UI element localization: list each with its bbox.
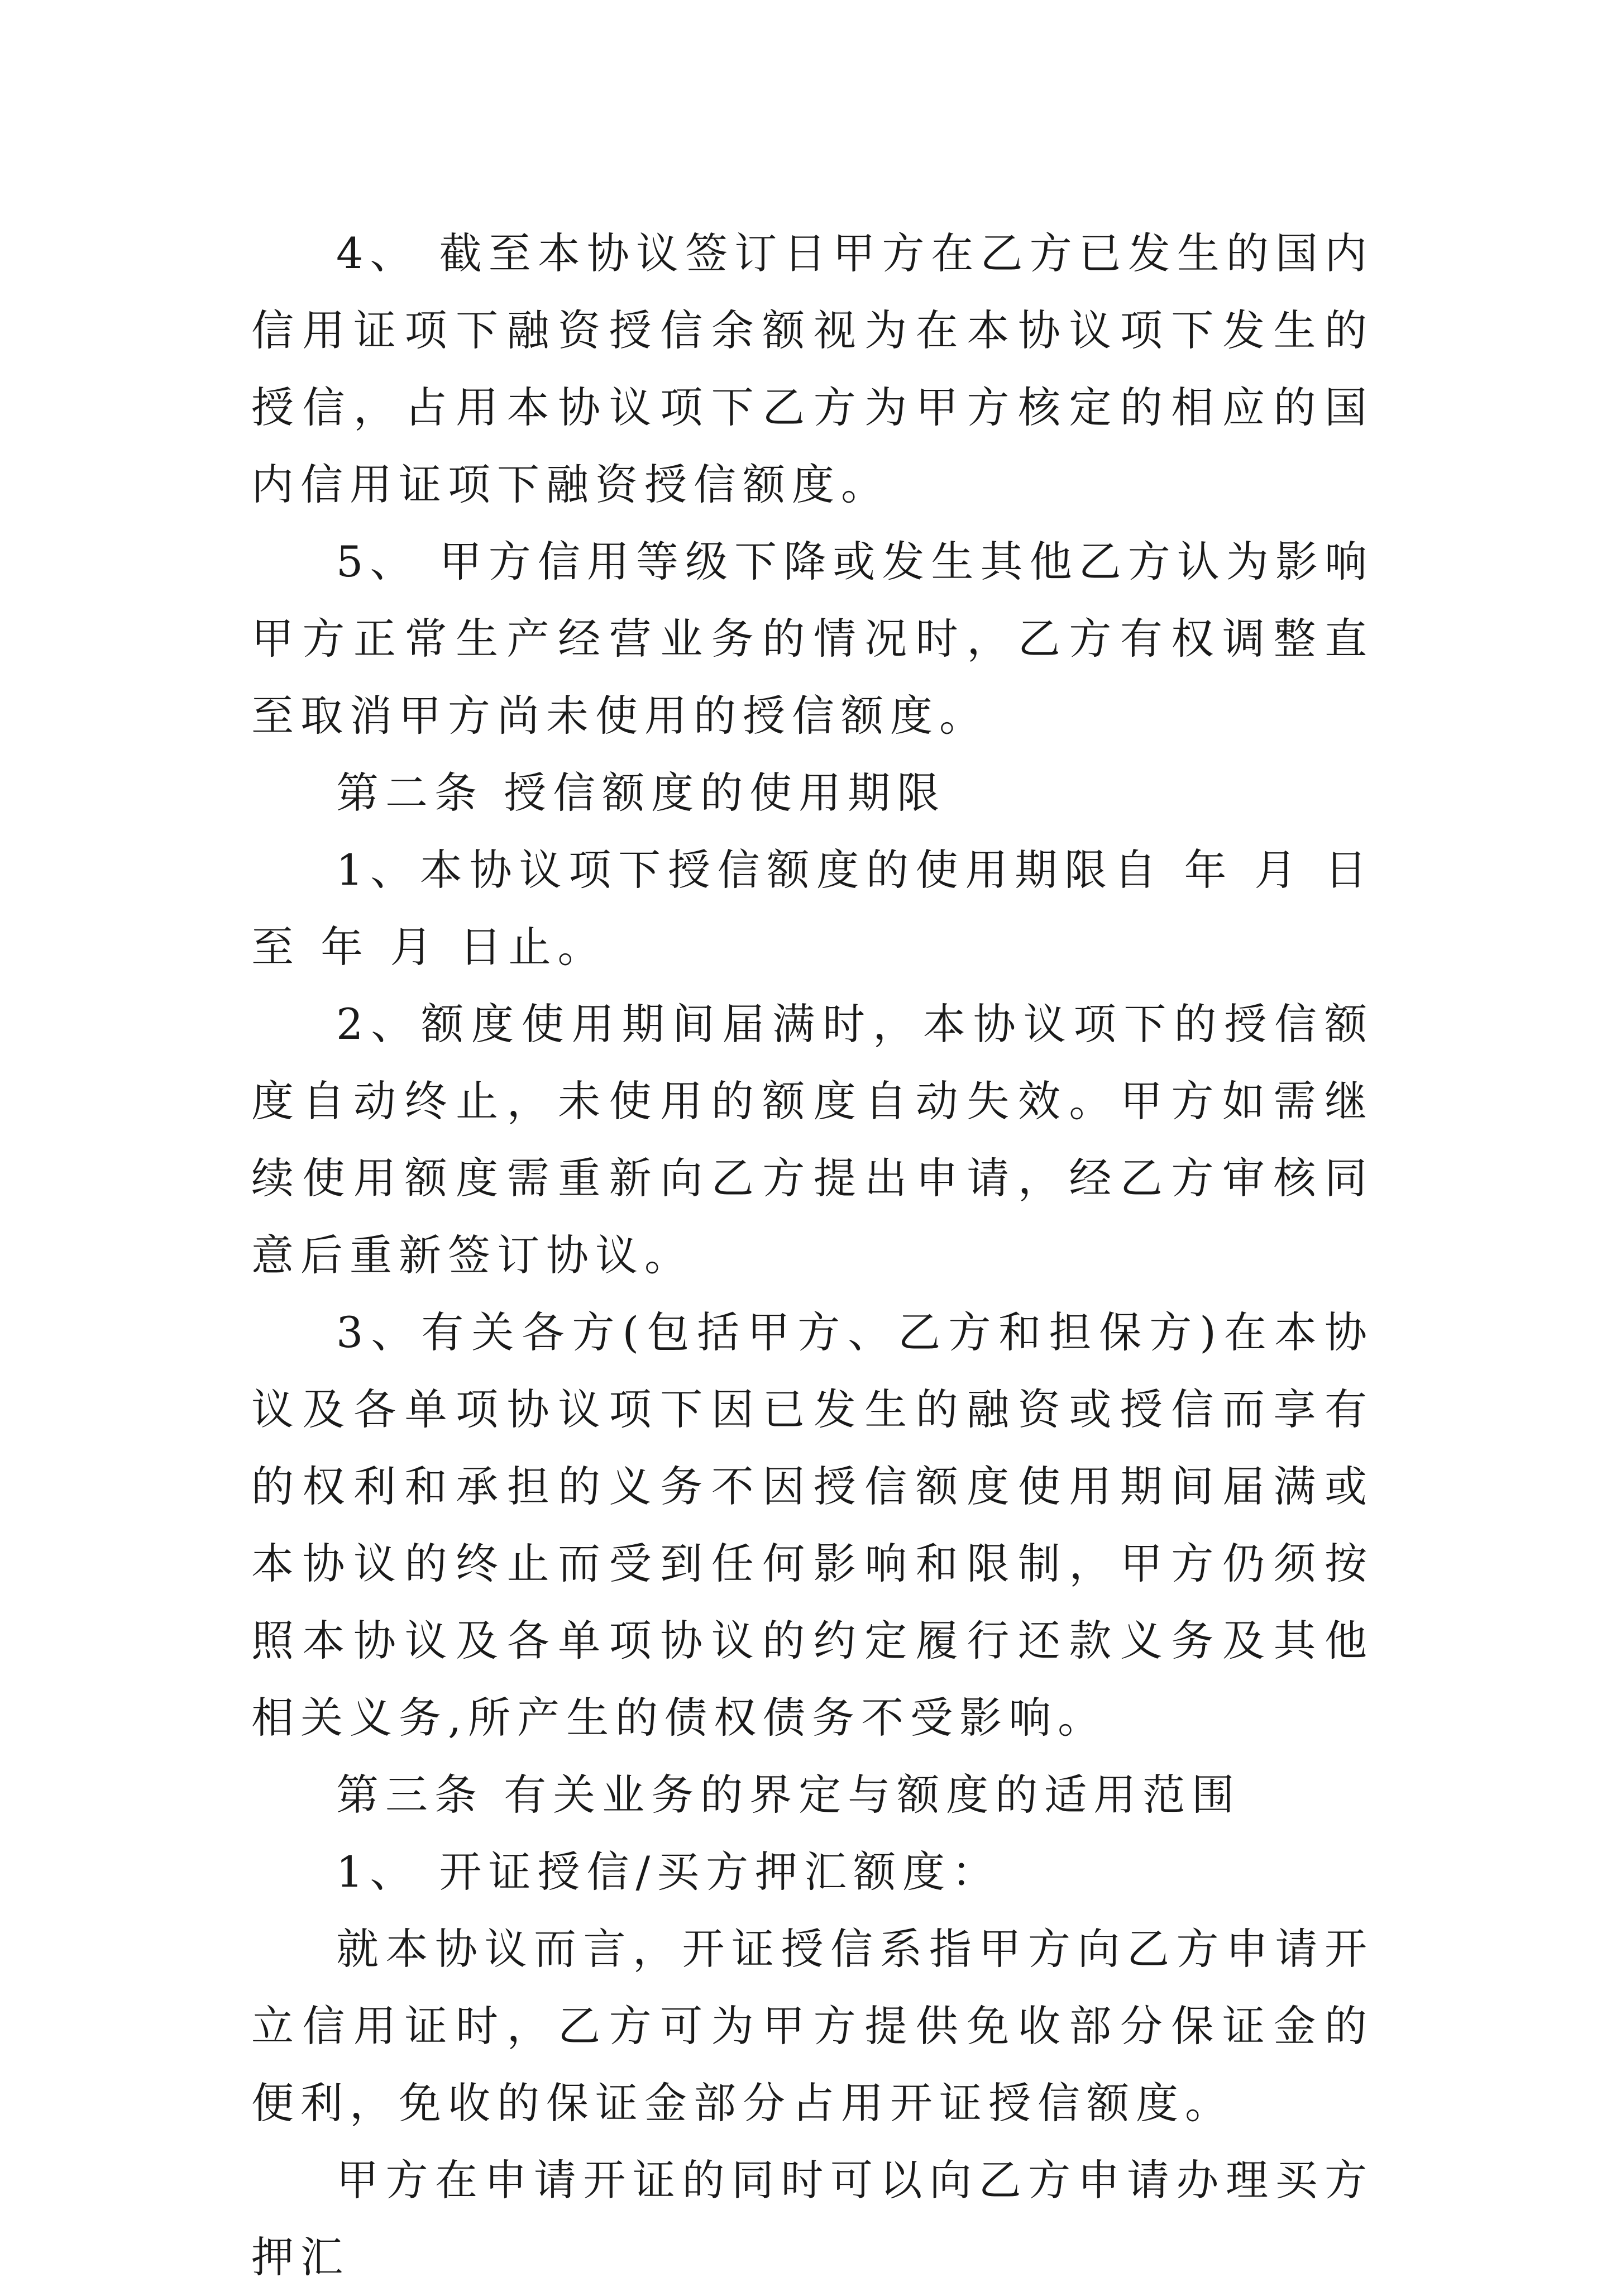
paragraph-article-2-item-1: 1、本协议项下授信额度的使用期限自 年 月 日至 年 月 日止。	[251, 845, 1374, 972]
article-3-heading: 第三条 有关业务的界定与额度的适用范围	[336, 1770, 1241, 1820]
paragraph-clause-4: 4、 截至本协议签订日甲方在乙方已发生的国内信用证项下融资授信余额视为在本协议项下发生的授信，占用本协议项下乙方为甲方核定的相应的国内信用证项下融资授信额度。	[251, 228, 1374, 509]
paragraph-article-2-item-2: 2、额度使用期间届满时，本协议项下的授信额度自动终止，未使用的额度自动失效。甲方如需继续使用额度需重新向乙方提出申请，经乙方审核同意后重新签订协议。	[251, 999, 1374, 1280]
paragraph-definition: 就本协议而言，开证授信系指甲方向乙方申请开立信用证时，乙方可为甲方提供免收部分保证金的便利，免收的保证金部分占用开证授信额度。	[251, 1924, 1374, 2128]
paragraph-article-2-item-3: 3、有关各方(包括甲方、乙方和担保方)在本协议及各单项协议项下因已发生的融资或授信而享有的权利和承担的义务不因授信额度使用期间届满或本协议的终止而受到任何影响和限制，甲方仍须按照本协议及各单项协议的约定履行还款义务及其他相关义务,所产生的债权债务不受影响。	[251, 1307, 1374, 1743]
article-2-heading: 第二条 授信额度的使用期限	[336, 768, 946, 818]
paragraph-clause-5: 5、 甲方信用等级下降或发生其他乙方认为影响甲方正常生产经营业务的情况时，乙方有权调整直至取消甲方尚未使用的授信额度。	[251, 537, 1374, 741]
paragraph-article-3-item-1: 1、 开证授信/买方押汇额度：	[336, 1847, 1001, 1897]
document-body	[251, 215, 1374, 2296]
paragraph-buyer-negotiation: 甲方在申请开证的同时可以向乙方申请办理买方押汇	[251, 2155, 1374, 2282]
